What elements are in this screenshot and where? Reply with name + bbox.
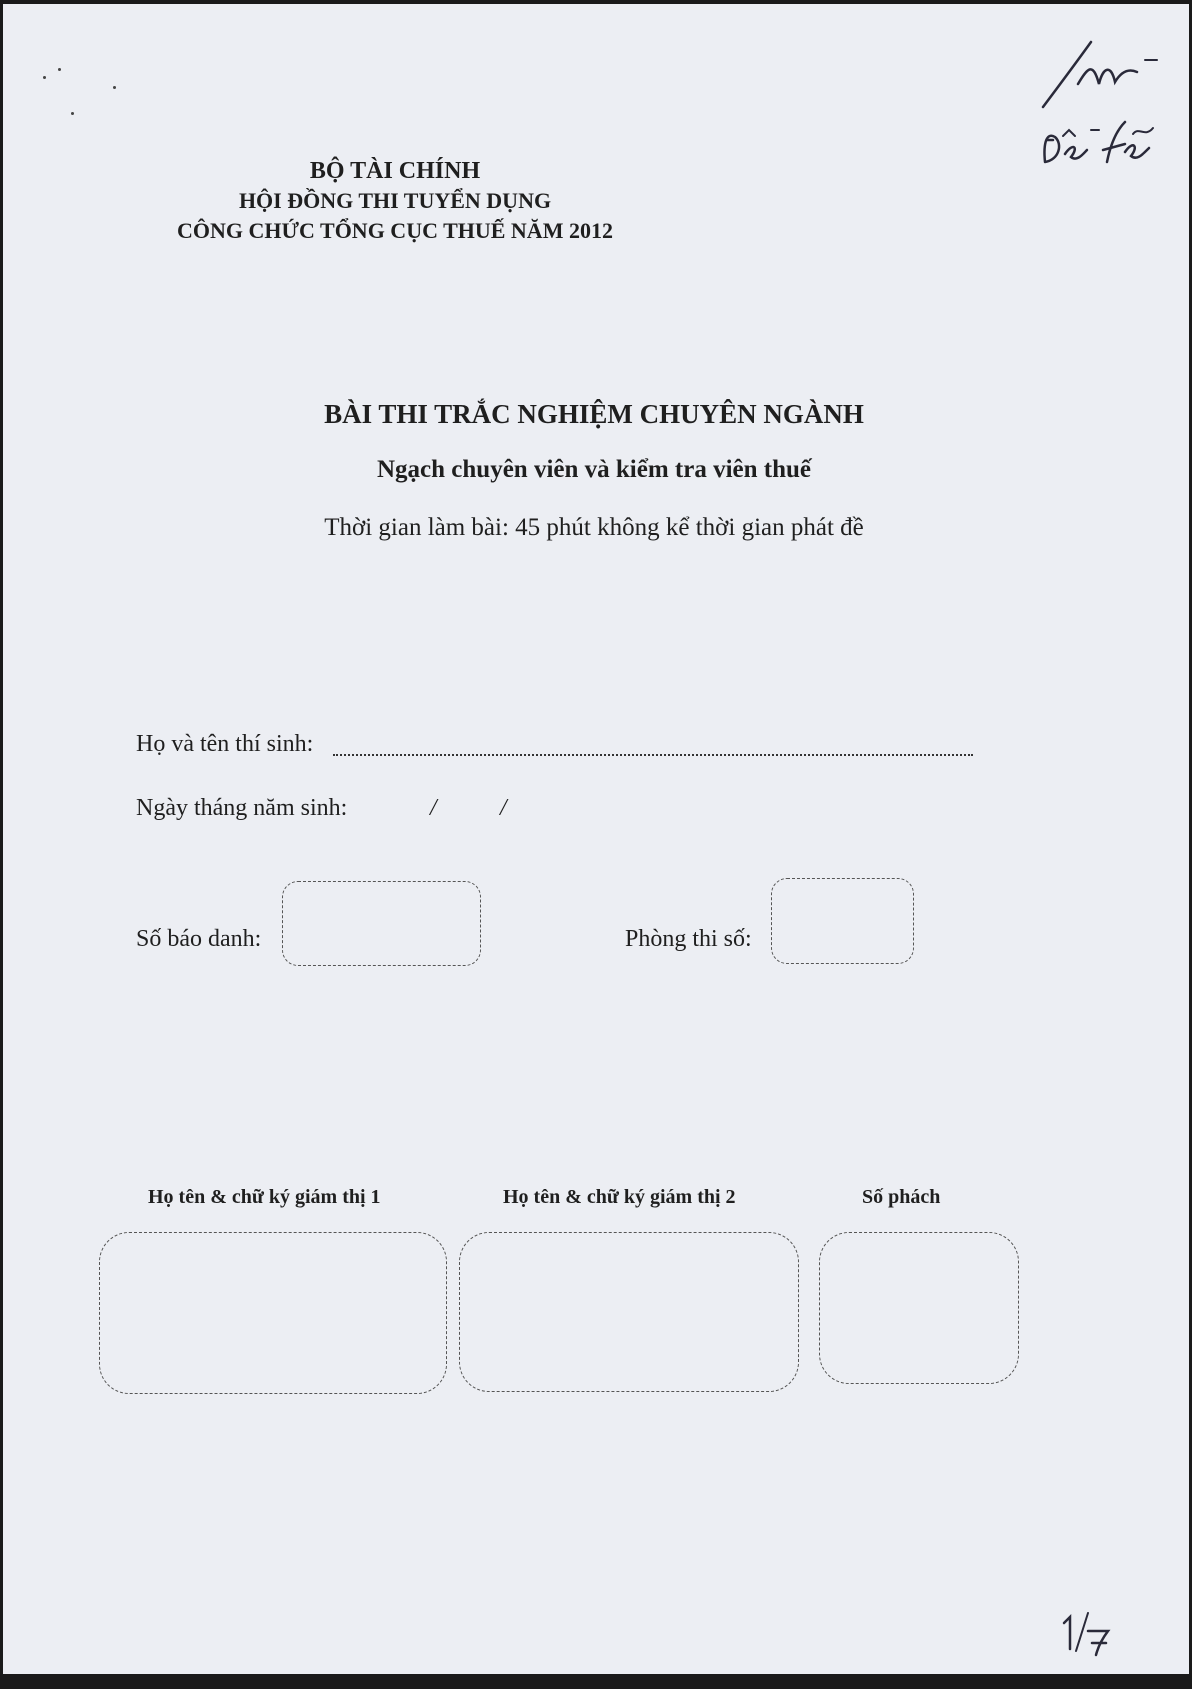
exam-room-box[interactable]	[771, 878, 914, 964]
secret-code-label: Số phách	[862, 1186, 941, 1208]
invigilator-1-signature-box[interactable]	[99, 1232, 447, 1394]
scan-speck	[43, 76, 46, 79]
dob-separator: /	[500, 795, 507, 821]
exam-page	[3, 4, 1189, 1674]
scan-speck	[71, 112, 74, 115]
candidate-name-field[interactable]	[333, 730, 973, 756]
date-of-birth-label: Ngày tháng năm sinh:	[136, 795, 348, 821]
candidate-id-label: Số báo danh:	[136, 926, 262, 952]
council-name: HỘI ĐỒNG THI TUYỂN DỤNG	[238, 188, 552, 213]
dob-separator: /	[430, 795, 437, 821]
handwritten-page-number	[1058, 1609, 1118, 1659]
ministry-name: BỘ TÀI CHÍNH	[309, 158, 481, 184]
handwritten-note-de-le	[1033, 22, 1163, 172]
candidate-name-label: Họ và tên thí sinh:	[136, 731, 314, 757]
secret-code-box[interactable]	[819, 1232, 1019, 1384]
invigilator-1-label: Họ tên & chữ ký giám thị 1	[148, 1186, 381, 1208]
exam-duration: Thời gian làm bài: 45 phút không kể thời gian phát đề	[324, 514, 864, 541]
invigilator-2-label: Họ tên & chữ ký giám thị 2	[503, 1186, 736, 1208]
invigilator-2-signature-box[interactable]	[459, 1232, 799, 1392]
exam-subtitle: Ngạch chuyên viên và kiểm tra viên thuế	[376, 456, 812, 483]
scan-speck	[58, 68, 61, 71]
exam-room-label: Phòng thi số:	[625, 926, 752, 952]
issuer-header	[113, 156, 677, 246]
scan-speck	[113, 86, 116, 89]
candidate-id-box[interactable]	[282, 881, 481, 966]
exam-title: BÀI THI TRẮC NGHIỆM CHUYÊN NGÀNH	[324, 399, 864, 429]
department-name: CÔNG CHỨC TỔNG CỤC THUẾ NĂM 2012	[177, 218, 613, 243]
